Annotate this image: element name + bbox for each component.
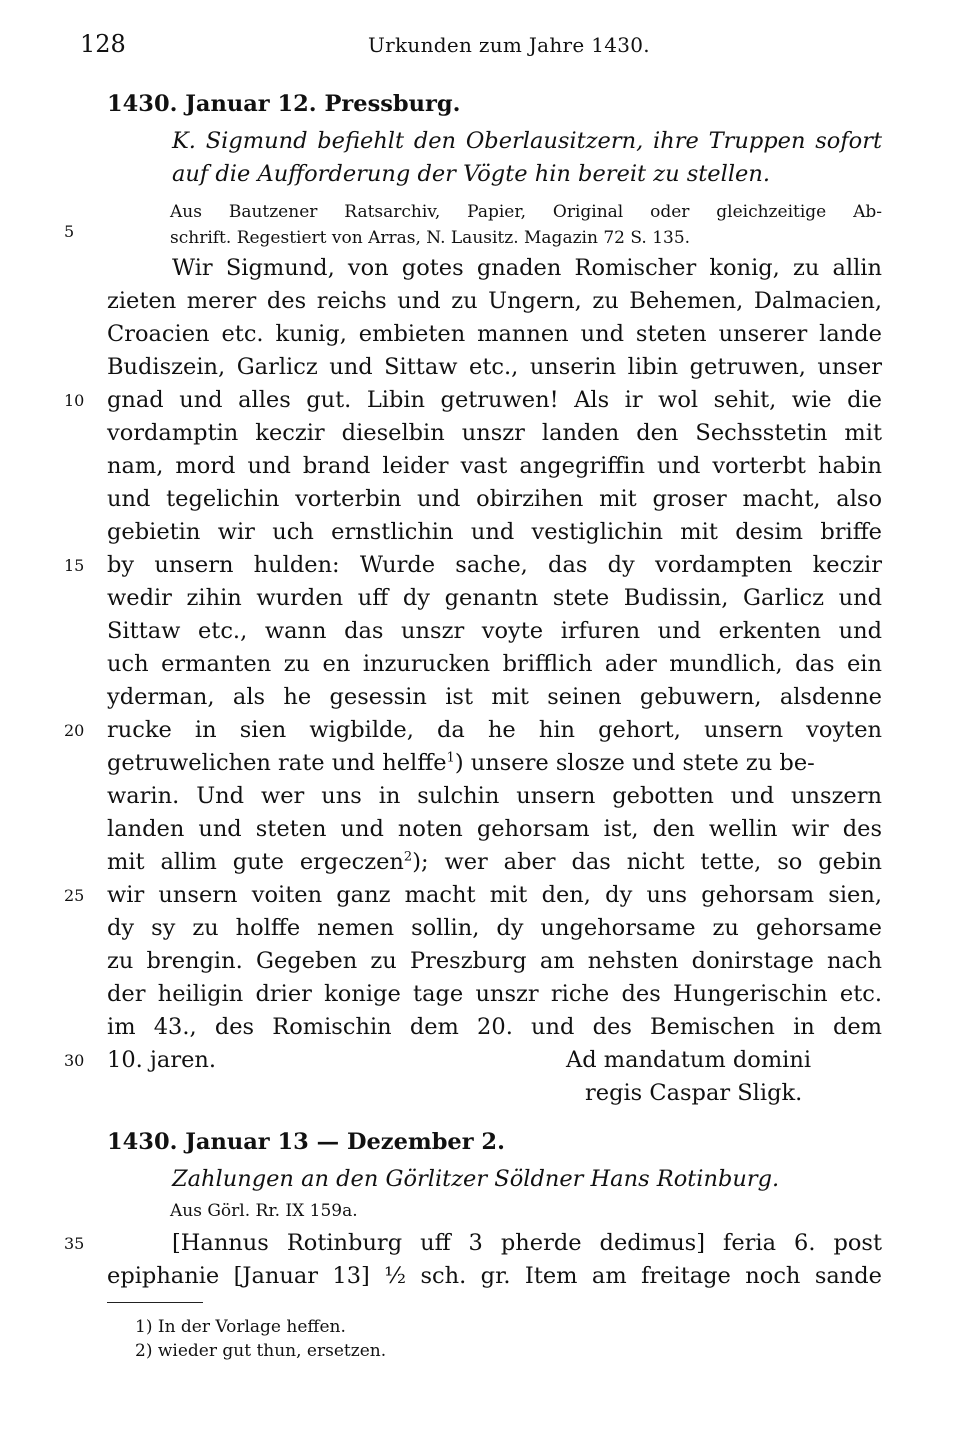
body-line: nam, mord und brand leider vast angegriffin und vorterbt habin: [107, 453, 882, 479]
line-number: 15: [64, 556, 85, 575]
line-number: 35: [64, 1234, 85, 1253]
line-number: 20: [64, 721, 85, 740]
body-line: der heiligin drier konige tage unszr riche des Hungerischin etc.: [107, 981, 882, 1007]
page-header: [0, 30, 960, 66]
body-line: [107, 846, 882, 879]
body-line: [Hannus Rotinburg uff 3 pherde dedimus] feria 6. post: [172, 1230, 882, 1256]
footnote-text: In der Vorlage heffen.: [157, 1317, 346, 1337]
body-text: getruwelichen rate und helffe: [107, 750, 447, 776]
body-line: [107, 747, 882, 780]
body-line: zu brengin. Gegeben zu Preszburg am nehsten donirstage nach: [107, 948, 882, 974]
doc2-source: Aus Görl. Rr. IX 159a.: [170, 1201, 358, 1221]
body-text: mit allim gute ergeczen: [107, 849, 404, 875]
doc1-summary-line: K. Sigmund befiehlt den Oberlausitzern, ihre Truppen sofort: [172, 128, 882, 154]
body-line: 10. jaren.: [107, 1047, 217, 1073]
body-line: zieten merer des reichs und zu Ungern, zu Behemen, Dalmacien,: [107, 288, 882, 314]
body-line: wedir zihin wurden uff dy genantn stete Budissin, Garlicz und: [107, 585, 882, 611]
doc2-heading: 1430. Januar 13 — Dezember 2.: [107, 1129, 505, 1155]
body-line: dy sy zu holffe nemen sollin, dy ungehorsame zu gehorsame: [107, 915, 882, 941]
doc1-summary-line: auf die Aufforderung der Vögte hin bereit zu stellen.: [172, 161, 770, 187]
body-line: epiphanie [Januar 13] ½ sch. gr. Item am freitage noch sande: [107, 1263, 882, 1289]
body-line: landen und steten und noten gehorsam ist, den wellin wir des: [107, 816, 882, 842]
line-number: 5: [64, 222, 75, 241]
body-line: im 43., des Romischin dem 20. und des Bemischen in dem: [107, 1014, 882, 1040]
footnote-mark: 1): [135, 1317, 153, 1337]
body-line: yderman, als he gesessin ist mit seinen gebuwern, alsdenne: [107, 684, 882, 710]
body-line: warin. Und wer uns in sulchin unsern gebotten und unszern: [107, 783, 882, 809]
body-line: gnad und alles gut. Libin getruwen! Als ir wol sehit, wie die: [107, 387, 882, 413]
body-text: ); wer aber das nicht tette, so gebin: [412, 849, 883, 875]
signature-line: Ad mandatum domini: [566, 1047, 812, 1073]
running-title: Urkunden zum Jahre 1430.: [368, 33, 650, 57]
footnote: [135, 1316, 346, 1338]
line-number: 10: [64, 391, 85, 410]
body-text: ) unsere slosze und stete zu be-: [454, 750, 815, 776]
footnote-rule: [107, 1302, 203, 1303]
line-number: 25: [64, 886, 85, 905]
doc1-source-line: Aus Bautzener Ratsarchiv, Papier, Original oder gleichzeitige Ab-: [170, 202, 882, 222]
footnote: [135, 1340, 386, 1362]
body-line: wir unsern voiten ganz macht mit den, dy uns gehorsam sien,: [107, 882, 882, 908]
body-line: vordamptin keczir dieselbin unszr landen den Sechsstetin mit: [107, 420, 882, 446]
footnote-mark: 2): [135, 1341, 153, 1361]
body-line: by unsern hulden: Wurde sache, das dy vordampten keczir: [107, 552, 882, 578]
body-line: und tegelichin vorterbin und obirzihen mit groser macht, also: [107, 486, 882, 512]
body-line: Budiszein, Garlicz und Sittaw etc., unserin libin getruwen, unser: [107, 354, 882, 380]
doc1-source-line: schrift. Regestiert von Arras, N. Lausitz. Magazin 72 S. 135.: [170, 228, 691, 248]
line-number: 30: [64, 1051, 85, 1070]
doc1-heading: 1430. Januar 12. Pressburg.: [107, 91, 461, 117]
body-line: Sittaw etc., wann das unszr voyte irfuren und erkenten und: [107, 618, 882, 644]
body-line: gebietin wir uch ernstlichin und vestiglichin mit desim briffe: [107, 519, 882, 545]
footnote-ref: 1: [446, 750, 455, 766]
body-line: Wir Sigmund, von gotes gnaden Romischer konig, zu allin: [172, 255, 882, 281]
doc2-summary: Zahlungen an den Görlitzer Söldner Hans Rotinburg.: [172, 1166, 780, 1192]
body-line: rucke in sien wigbilde, da he hin gehort, unsern voyten: [107, 717, 882, 743]
footnote-ref: 2: [403, 849, 413, 865]
footnote-text: wieder gut thun, ersetzen.: [157, 1341, 387, 1361]
page-number: 128: [80, 30, 126, 58]
body-line: uch ermanten zu en inzurucken brifflich ader mundlich, das ein: [107, 651, 882, 677]
body-line: Croacien etc. kunig, embieten mannen und steten unserer lande: [107, 321, 882, 347]
signature-line: regis Caspar Sligk.: [585, 1080, 803, 1106]
